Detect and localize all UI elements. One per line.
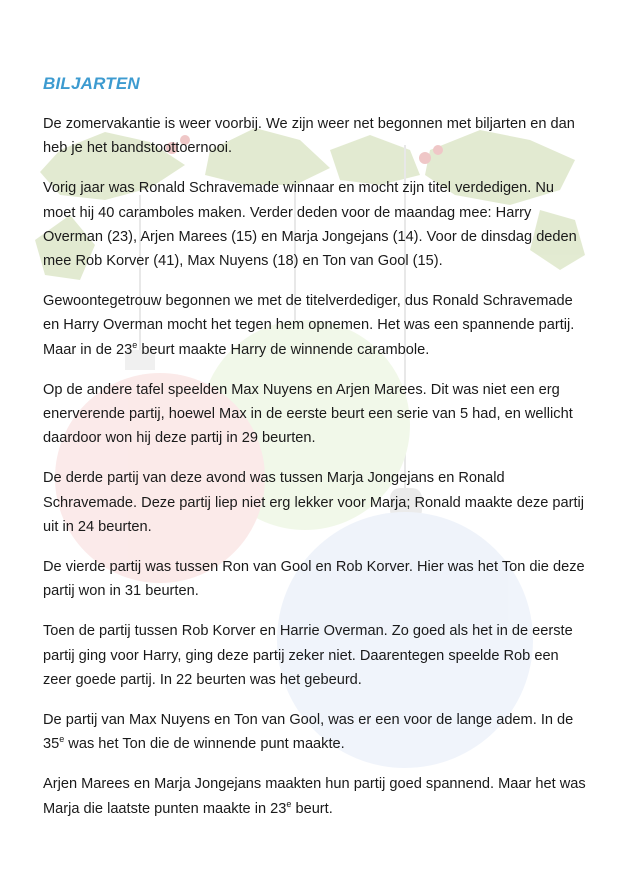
paragraph: Op de andere tafel speelden Max Nuyens en Arjen Marees. Dit was niet een erg enerverende partij, hoewel Max in de eerste beurt een serie van 5 had, en wellicht daardoor won hij deze partij in 29 beurten. bbox=[43, 381, 573, 447]
text-run: beurt maakte Harry de winnende carambole. bbox=[137, 341, 430, 358]
paragraph: Vorig jaar was Ronald Schravemade winnaar en mocht zijn titel verdedigen. Nu moet hij 40 caramboles maken. Verder deden voor de maandag mee: Harry Overman (23), Arjen Marees (15) en Marja Jongejans (14). Voor de dinsdag deden mee Rob Korver (41), Max Nuyens (18) en Ton van Gool (15). bbox=[43, 180, 577, 270]
text-run: De partij van Max Nuyens en Ton van Gool, was er een voor de lange adem. In de 35 bbox=[43, 712, 574, 753]
text-run: Gewoontegetrouw begonnen we met de titelverdediger, dus Ronald Schravemade en Harry Overman mocht het tegen hem opnemen. Het was een spannende partij. Maar in de 23 bbox=[43, 293, 575, 358]
paragraph: De vierde partij was tussen Ron van Gool en Rob Korver. Hier was het Ton die deze partij won in 31 beurten. bbox=[43, 559, 585, 600]
paragraph: Toen de partij tussen Rob Korver en Harrie Overman. Zo goed als het in de eerste partij ging voor Harry, ging deze partij zeker niet. Daarentegen speelde Rob een zeer goede partij. In 22 beurten was het gebeurd. bbox=[43, 623, 573, 688]
ordinal-suffix: e bbox=[286, 798, 292, 809]
paragraph bbox=[43, 772, 588, 820]
ordinal-suffix: e bbox=[132, 339, 138, 350]
paragraph: De zomervakantie is weer voorbij. We zijn weer net begonnen met biljarten en dan heb je het bandstoottoernooi. bbox=[43, 116, 575, 157]
article bbox=[43, 74, 588, 837]
ordinal-suffix: e bbox=[59, 734, 65, 745]
article-heading: BILJARTEN bbox=[43, 74, 140, 93]
text-run: was het Ton die de winnende punt maakte. bbox=[64, 736, 345, 753]
paragraph bbox=[43, 289, 588, 362]
paragraph: De derde partij van deze avond was tussen Marja Jongejans en Ronald Schravemade. Deze partij liep niet erg lekker voor Marja; Ronald maakte deze partij uit in 24 beurten. bbox=[43, 470, 585, 535]
paragraph bbox=[43, 708, 588, 756]
text-run: Arjen Marees en Marja Jongejans maakten hun partij goed spannend. Maar het was Marja die laatste punten maakte in 23 bbox=[43, 776, 586, 817]
text-run: beurt. bbox=[291, 800, 333, 817]
